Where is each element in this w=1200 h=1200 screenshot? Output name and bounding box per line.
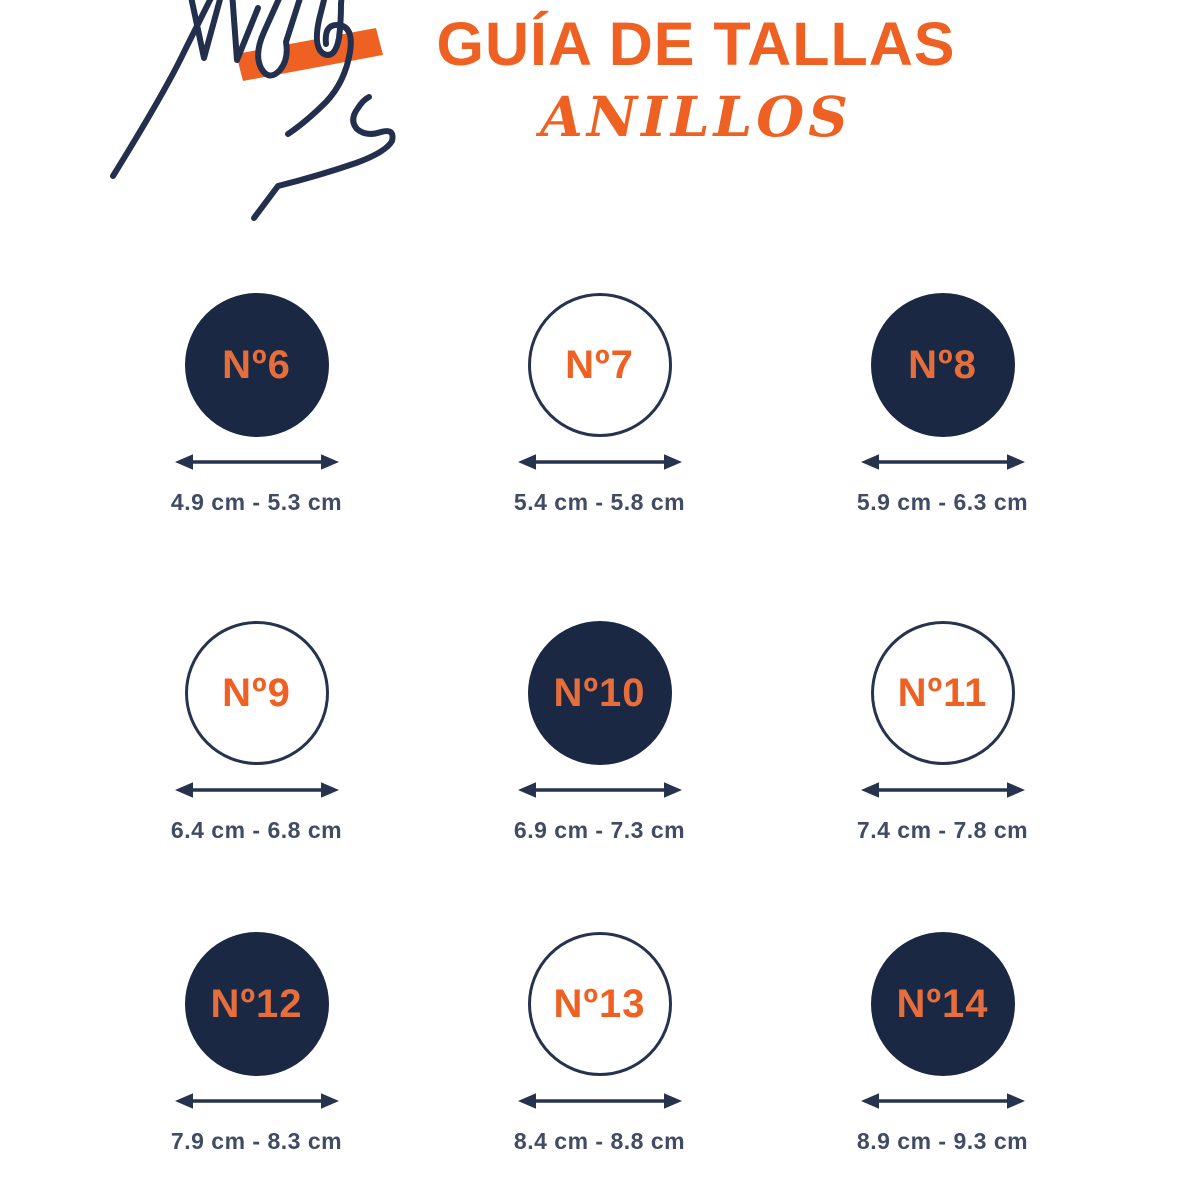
ring-size-circle — [528, 932, 672, 1076]
size-cell — [771, 293, 1114, 621]
size-cell — [85, 293, 428, 621]
hand-outline-strokes — [113, 0, 393, 218]
ring-size-circle — [185, 932, 329, 1076]
ring-size-circle — [185, 621, 329, 765]
size-cell — [85, 932, 428, 1182]
ring-size-number: Nº14 — [896, 981, 989, 1026]
diameter-arrow-icon — [175, 781, 339, 799]
ring-size-number: Nº6 — [222, 342, 291, 387]
ring-size-number: Nº12 — [210, 981, 303, 1026]
size-cell — [85, 621, 428, 932]
size-range-label: 7.9 cm - 8.3 cm — [170, 1128, 343, 1154]
diameter-arrow-icon — [861, 1092, 1025, 1110]
ring-size-number: Nº11 — [897, 670, 988, 715]
diameter-arrow-icon — [518, 453, 682, 471]
ring-size-circle — [871, 932, 1015, 1076]
ring-size-circle — [185, 293, 329, 437]
size-range-label: 6.9 cm - 7.3 cm — [513, 817, 686, 843]
size-range-label: 8.9 cm - 9.3 cm — [856, 1128, 1029, 1154]
page-title: GUÍA DE TALLAS — [436, 10, 956, 78]
hand-with-ring-icon — [86, 0, 404, 242]
size-range-label: 5.4 cm - 5.8 cm — [513, 489, 686, 515]
size-range-label: 8.4 cm - 8.8 cm — [513, 1128, 686, 1154]
size-cell — [428, 932, 771, 1182]
ring-size-circle — [871, 293, 1015, 437]
diameter-arrow-icon — [175, 453, 339, 471]
size-grid — [85, 293, 1114, 1182]
ring-size-number: Nº8 — [908, 342, 977, 387]
page-subtitle: ANILLOS — [540, 84, 852, 150]
ring-size-circle — [528, 621, 672, 765]
ring-size-number: Nº10 — [553, 670, 646, 715]
ring-size-circle — [528, 293, 672, 437]
hand-illustration-svg — [86, 0, 404, 242]
title-block — [392, 12, 1000, 149]
ring-size-circle — [871, 621, 1015, 765]
ring-size-number: Nº7 — [565, 342, 634, 387]
ring-size-number: Nº13 — [553, 981, 646, 1026]
diameter-arrow-icon — [861, 781, 1025, 799]
size-cell — [428, 621, 771, 932]
size-range-label: 7.4 cm - 7.8 cm — [856, 817, 1029, 843]
size-range-label: 6.4 cm - 6.8 cm — [170, 817, 343, 843]
diameter-arrow-icon — [861, 453, 1025, 471]
ring-size-number: Nº9 — [222, 670, 291, 715]
diameter-arrow-icon — [175, 1092, 339, 1110]
diameter-arrow-icon — [518, 781, 682, 799]
size-cell — [428, 293, 771, 621]
size-cell — [771, 621, 1114, 932]
size-cell — [771, 932, 1114, 1182]
diameter-arrow-icon — [518, 1092, 682, 1110]
size-range-label: 5.9 cm - 6.3 cm — [856, 489, 1029, 515]
size-range-label: 4.9 cm - 5.3 cm — [170, 489, 343, 515]
